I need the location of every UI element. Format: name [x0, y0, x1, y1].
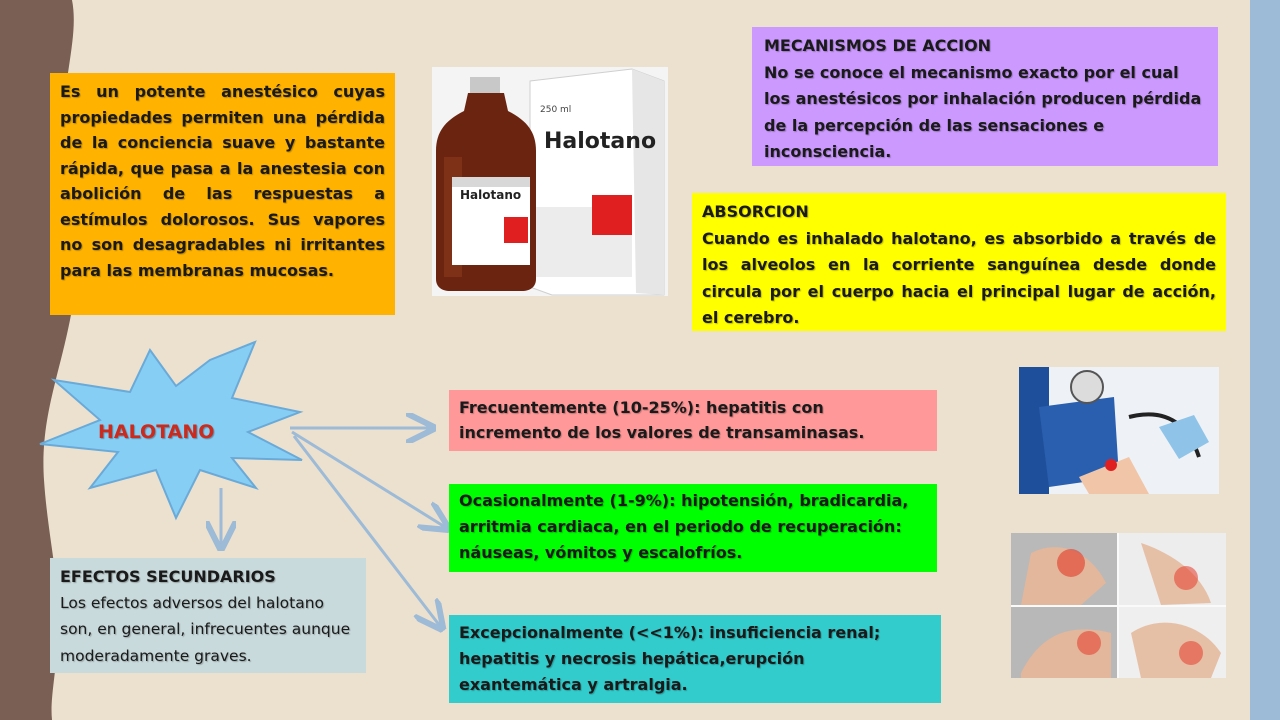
exceptional-effects-text: Excepcionalmente (<<1%): insuficiencia renal; hepatitis y necrosis hepática,erupción exantemática y artralgia. — [459, 623, 881, 694]
side-effects-title: EFECTOS SECUNDARIOS — [60, 567, 276, 586]
box-volume-label: 250 ml — [540, 105, 572, 115]
arrow-to-occasional — [292, 432, 445, 527]
exceptional-effects-box — [449, 615, 941, 703]
frequent-effects-text: Frecuentemente (10-25%): hepatitis con incremento de los valores de transaminasas. — [459, 398, 865, 442]
side-effects-text: Los efectos adversos del halotano son, en general, infrecuentes aunque moderadamente graves. — [60, 593, 351, 665]
frequent-effects-box — [449, 390, 937, 451]
box-brand-label: Halotano — [544, 129, 657, 154]
center-label: HALOTANO — [98, 421, 215, 443]
joint-pain-photo — [1011, 533, 1226, 678]
mechanism-text: No se conoce el mecanismo exacto por el cual los anestésicos por inhalación producen pérdida de la percepción de las sensaciones e inconsciencia. — [764, 62, 1202, 161]
mechanism-title: MECANISMOS DE ACCION — [764, 36, 992, 55]
absorption-title: ABSORCION — [702, 202, 809, 221]
bottle-brand-label: Halotano — [460, 188, 522, 202]
blood-pressure-photo — [1019, 367, 1219, 494]
absorption-text: Cuando es inhalado halotano, es absorbido a través de los alveolos en la corriente sanguínea desde donde circula por el cuerpo hacia el principal lugar de acción, el cerebro. — [702, 228, 1216, 327]
occasional-effects-text: Ocasionalmente (1-9%): hipotensión, bradicardia, arritmia cardiaca, en el periodo de recuperación: náuseas, vómitos y escalofríos. — [459, 491, 909, 562]
occasional-effects-box — [449, 484, 937, 572]
side-effects-box — [50, 558, 366, 673]
description-text: Es un potente anestésico cuyas propiedades permiten una pérdida de la conciencia suave y bastante rápida, que pasa a la anestesia con abolición de las respuestas a estímulos dolorosos. Sus vapores no son desagradables ni irritantes para las membranas mucosas. — [60, 82, 385, 280]
